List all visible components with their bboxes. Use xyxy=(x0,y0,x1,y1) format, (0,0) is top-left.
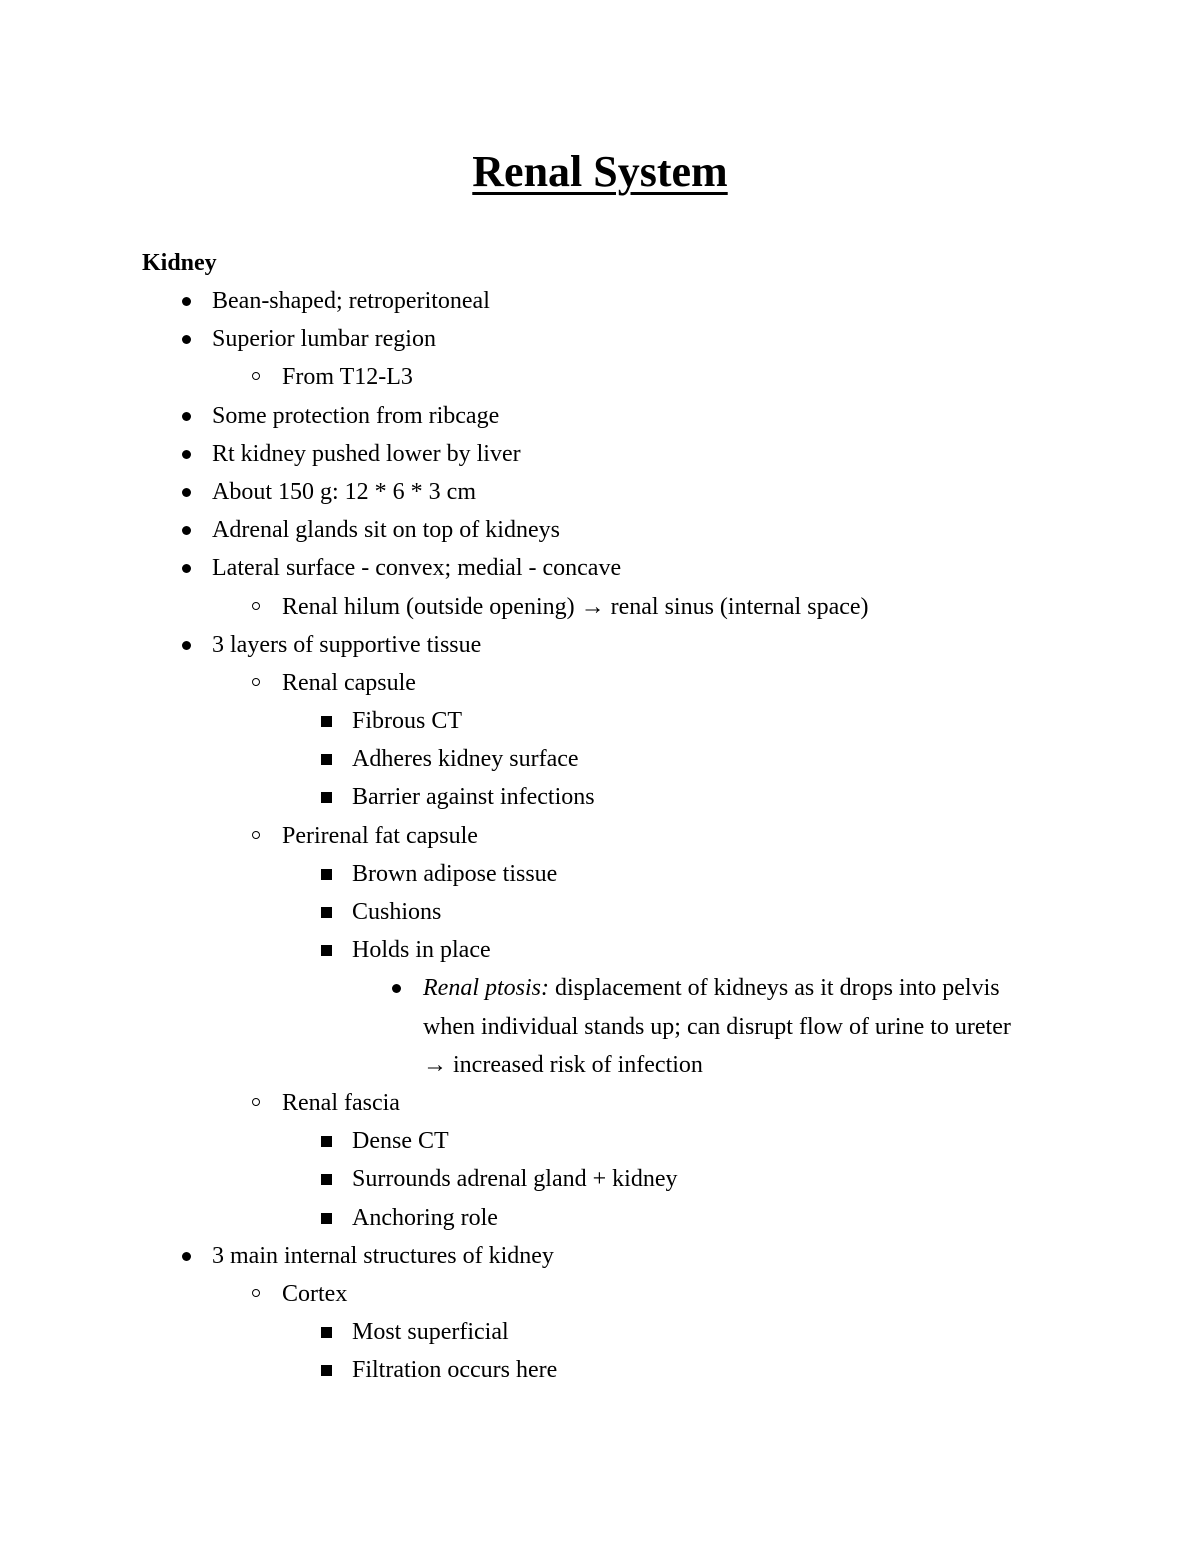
outline-item-text: Most superficial xyxy=(352,1319,509,1346)
term-definition: displacement of kidneys as it drops into pelvis when individual stands up; can disrupt flow of urine to ureter → increased risk of infection xyxy=(423,975,1011,1078)
disc-bullet-icon xyxy=(176,282,196,306)
outline-item-text: About 150 g: 12 * 6 * 3 cm xyxy=(212,478,476,505)
outline-item-level-2 xyxy=(0,358,1200,396)
outline-item-level-3 xyxy=(0,1313,1200,1351)
disc-bullet-icon xyxy=(176,511,196,535)
outline-item-text: 3 layers of supportive tissue xyxy=(212,631,482,658)
outline-item-text: Cushions xyxy=(352,899,442,925)
outline-item-level-3 xyxy=(0,893,1200,931)
circle-bullet-icon xyxy=(246,1275,266,1297)
outline-item-text: Fibrous CT xyxy=(352,708,463,735)
outline-item-level-3 xyxy=(0,1122,1200,1160)
circle-bullet-icon xyxy=(246,817,266,839)
outline-list xyxy=(0,282,1200,1389)
circle-bullet-icon xyxy=(246,358,266,380)
outline-item-text: Adrenal glands sit on top of kidneys xyxy=(212,517,560,544)
outline-item-level-2 xyxy=(0,817,1200,855)
outline-item-text: Lateral surface - convex; medial - concave xyxy=(212,555,622,582)
outline-item-level-2 xyxy=(0,588,1200,626)
circle-bullet-icon xyxy=(246,588,266,610)
outline-item-level-1 xyxy=(0,282,1200,320)
outline-item-level-2 xyxy=(0,1084,1200,1122)
outline-item-level-4 xyxy=(0,969,1200,1084)
outline-item-text: Superior lumbar region xyxy=(212,326,436,353)
disc-bullet-icon xyxy=(176,1237,196,1261)
disc-bullet-icon xyxy=(386,969,406,993)
square-bullet-icon xyxy=(316,1199,336,1224)
outline-item-level-3 xyxy=(0,778,1200,816)
outline-item-text: Rt kidney pushed lower by liver xyxy=(212,440,521,467)
outline-item-text: Renal fascia xyxy=(282,1089,400,1116)
square-bullet-icon xyxy=(316,855,336,880)
outline-item-level-3 xyxy=(0,1160,1200,1198)
square-bullet-icon xyxy=(316,1313,336,1338)
outline-item-text: Anchoring role xyxy=(352,1204,498,1231)
disc-bullet-icon xyxy=(176,397,196,421)
outline-item-level-1 xyxy=(0,397,1200,435)
outline-item-text: Some protection from ribcage xyxy=(212,402,500,429)
outline-item-text: Barrier against infections xyxy=(352,784,595,811)
term-label: Renal ptosis: xyxy=(423,975,549,1002)
outline-item-level-3 xyxy=(0,931,1200,969)
circle-bullet-icon xyxy=(246,1084,266,1106)
outline-item-level-1 xyxy=(0,549,1200,587)
outline-item-text: Holds in place xyxy=(352,937,491,964)
square-bullet-icon xyxy=(316,740,336,765)
outline-item-text: Filtration occurs here xyxy=(352,1357,558,1384)
disc-bullet-icon xyxy=(176,549,196,573)
disc-bullet-icon xyxy=(176,320,196,344)
outline-item-level-1 xyxy=(0,473,1200,511)
outline-item-text xyxy=(423,969,1023,1084)
outline-item-text: Renal capsule xyxy=(282,669,416,696)
outline-item-text: Perirenal fat capsule xyxy=(282,822,478,849)
outline-item-level-1 xyxy=(0,320,1200,358)
outline-item-level-3 xyxy=(0,1351,1200,1389)
outline-item-level-1 xyxy=(0,626,1200,664)
outline-item-text: Dense CT xyxy=(352,1128,449,1155)
page-title: Renal System xyxy=(472,147,728,196)
square-bullet-icon xyxy=(316,1351,336,1376)
square-bullet-icon xyxy=(316,893,336,918)
square-bullet-icon xyxy=(316,1160,336,1185)
outline-item-level-2 xyxy=(0,664,1200,702)
outline-item-level-3 xyxy=(0,740,1200,778)
disc-bullet-icon xyxy=(176,473,196,497)
circle-bullet-icon xyxy=(246,664,266,686)
outline-item-level-3 xyxy=(0,855,1200,893)
square-bullet-icon xyxy=(316,778,336,803)
outline-item-level-1 xyxy=(0,435,1200,473)
square-bullet-icon xyxy=(316,931,336,956)
section-heading-kidney: Kidney xyxy=(142,250,217,276)
outline-item-text: Cortex xyxy=(282,1280,348,1307)
outline-item-text: Bean-shaped; retroperitoneal xyxy=(212,288,490,314)
outline-item-text: From T12-L3 xyxy=(282,364,413,391)
outline-item-level-1 xyxy=(0,511,1200,549)
outline-item-text: Surrounds adrenal gland + kidney xyxy=(352,1166,678,1193)
outline-item-text: Renal hilum (outside opening) → renal sinus (internal space) xyxy=(282,593,869,620)
outline-item-text: Adheres kidney surface xyxy=(352,746,579,773)
outline-item-level-1 xyxy=(0,1237,1200,1275)
square-bullet-icon xyxy=(316,1122,336,1147)
outline-item-level-2 xyxy=(0,1275,1200,1313)
outline-item-text: Brown adipose tissue xyxy=(352,860,558,887)
disc-bullet-icon xyxy=(176,626,196,650)
outline-item-text: 3 main internal structures of kidney xyxy=(212,1242,554,1269)
outline-item-level-3 xyxy=(0,1199,1200,1237)
square-bullet-icon xyxy=(316,702,336,727)
outline-item-level-3 xyxy=(0,702,1200,740)
disc-bullet-icon xyxy=(176,435,196,459)
